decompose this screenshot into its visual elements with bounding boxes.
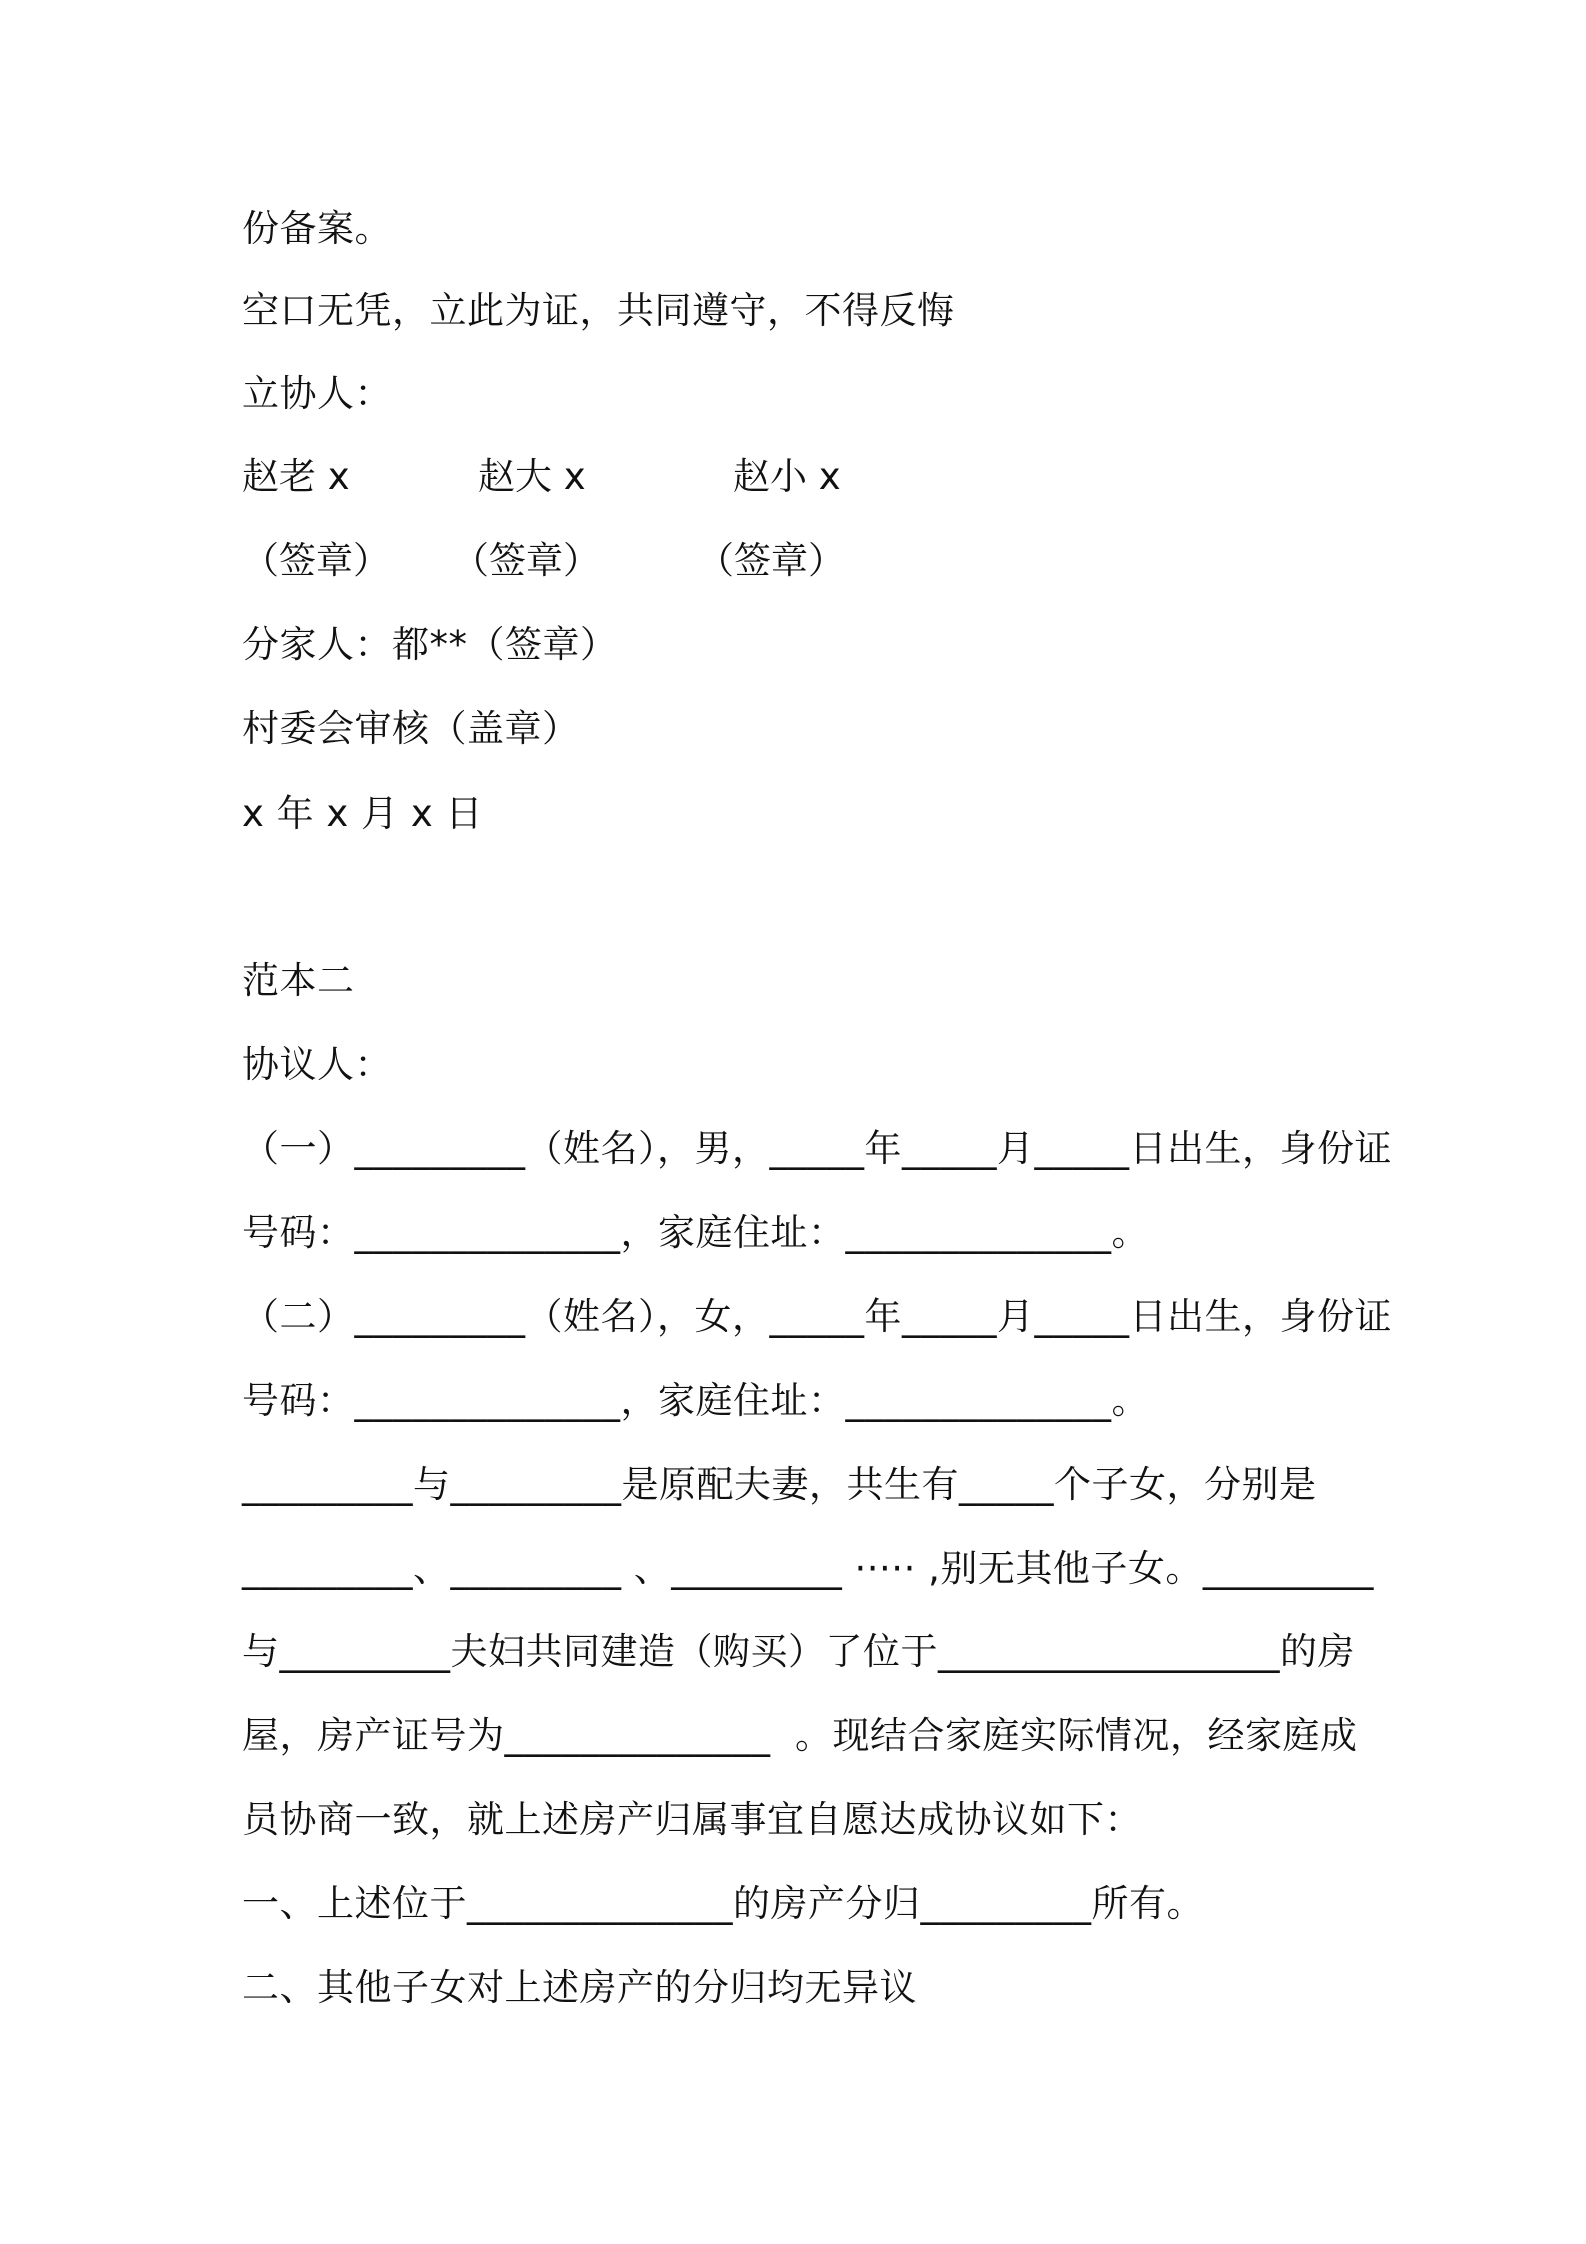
date-line: x 年 x 月 x 日 <box>242 792 483 835</box>
village-review-line: 村委会审核（盖章） <box>242 707 580 750</box>
signatory-name: 赵老 x <box>242 455 350 498</box>
section-title: 范本二 <box>242 959 355 1002</box>
body-paragraph-line: _________与_________是原配夫妻，共生有_____个子女，分别是 <box>242 1463 1317 1506</box>
clause-two: 二、其他子女对上述房产的分归均无异议 <box>242 1966 917 2009</box>
filing-tail-text: 份备案。 <box>242 207 392 250</box>
divider-signature-line: 分家人：都**（签章） <box>242 623 618 666</box>
body-paragraph-line: 员协商一致，就上述房产归属事宜自愿达成协议如下： <box>242 1798 1142 1841</box>
body-paragraph-line: 与_________夫妇共同建造（购买）了位于__________________的房 <box>242 1630 1355 1673</box>
signature-seal-placeholder: （签章） <box>697 539 845 582</box>
body-paragraph-line: _________、_________ 、_________ ····· ,别无其他子女。_________ <box>242 1547 1374 1590</box>
signature-seal-placeholder: （签章） <box>452 539 600 582</box>
party-two-line: （二）_________（姓名），女，_____年_____月_____日出生，身份证 <box>242 1295 1392 1338</box>
signatory-name: 赵小 x <box>733 455 841 498</box>
party-one-line: （一）_________（姓名），男，_____年_____月_____日出生，身份证 <box>242 1127 1392 1170</box>
party-one-line: 号码：______________，家庭住址：______________。 <box>242 1211 1149 1254</box>
signatory-name: 赵大 x <box>478 455 586 498</box>
body-paragraph-line: 屋，房产证号为______________ 。现结合家庭实际情况，经家庭成 <box>242 1714 1358 1757</box>
party-two-line: 号码：______________，家庭住址：______________。 <box>242 1379 1149 1422</box>
parties-label: 立协人： <box>242 372 392 415</box>
agreement-parties-label: 协议人： <box>242 1043 392 1086</box>
signature-seal-placeholder: （签章） <box>242 539 390 582</box>
clause-one: 一、上述位于______________的房产分归_________所有。 <box>242 1882 1204 1925</box>
oath-text: 空口无凭，立此为证，共同遵守，不得反悔 <box>242 289 955 332</box>
